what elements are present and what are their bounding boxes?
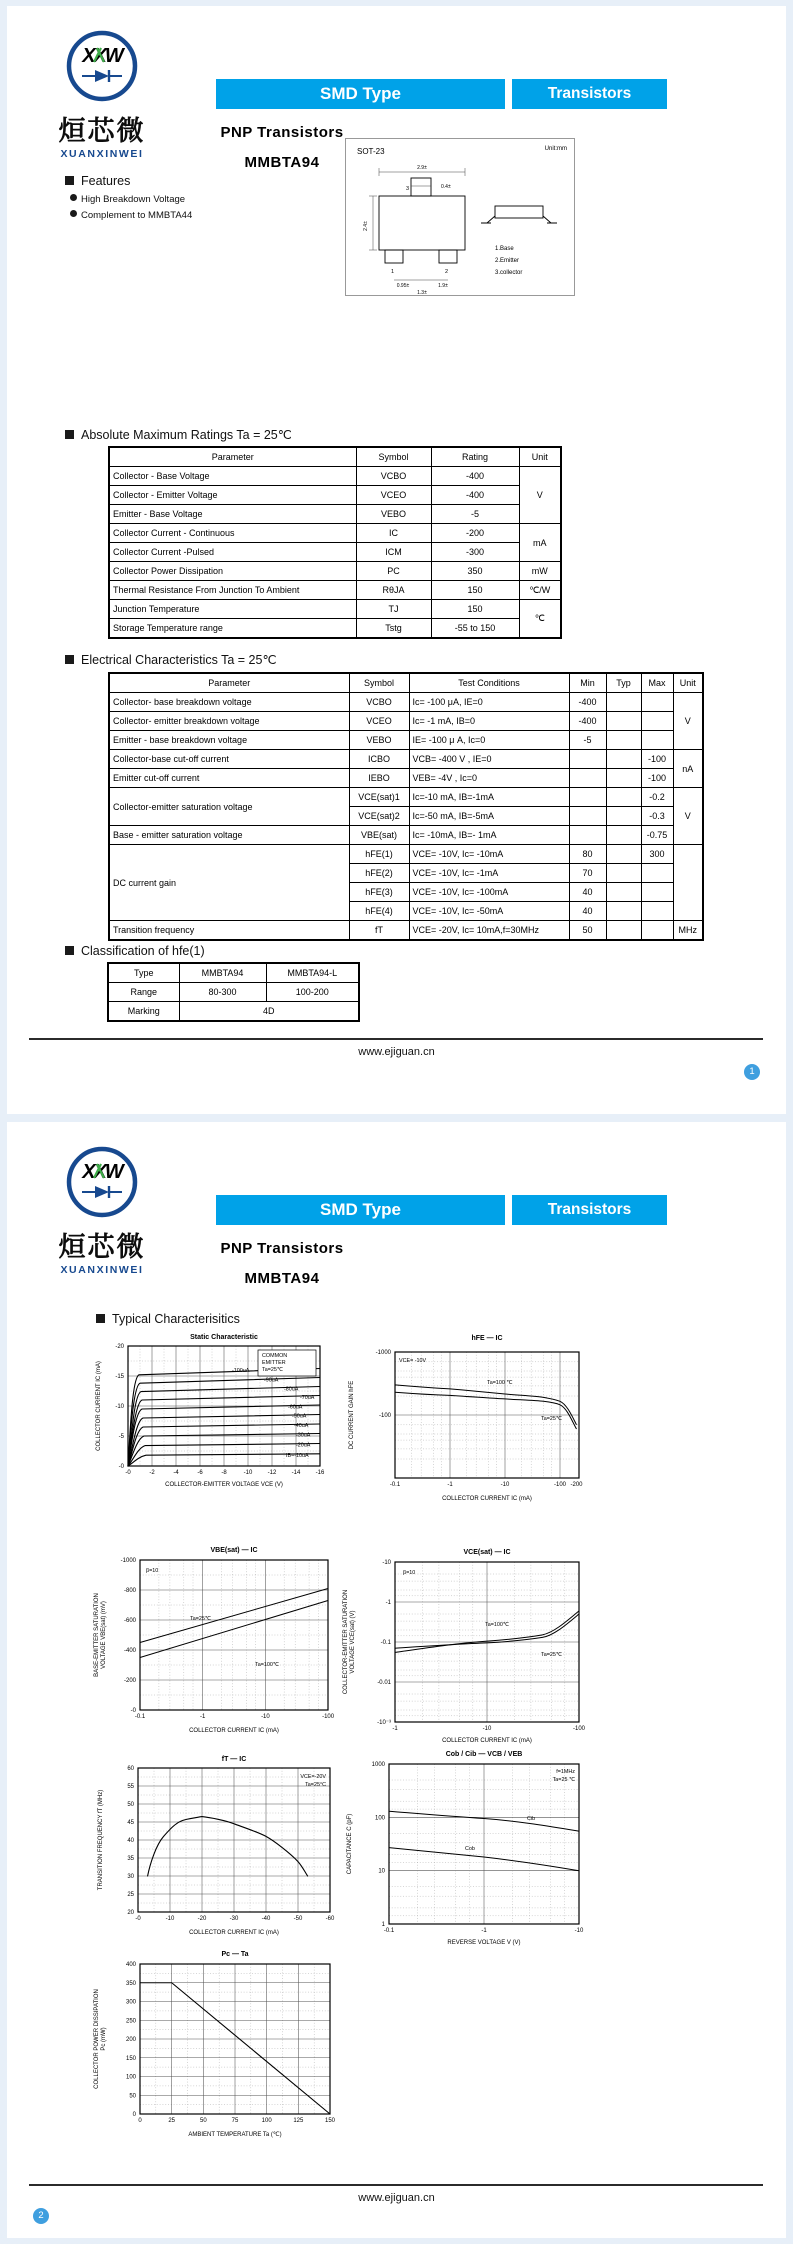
x-ticks (138, 2118, 335, 2124)
table-header-row (109, 447, 561, 467)
svg-text:250: 250 (125, 2018, 136, 2025)
chart-title: Static Characteristic (190, 1334, 258, 1341)
package-unit-note: Unit:mm (544, 146, 567, 152)
x-ticks (135, 1916, 335, 1922)
table-header-row: Parameter Symbol Test Conditions Min Typ Max Unit (109, 673, 703, 693)
page-1 (7, 6, 786, 1114)
svg-text:-0.1: -0.1 (383, 1928, 395, 1934)
y-axis-label: DC CURRENT GAIN hFE (349, 1380, 355, 1450)
beta-note: β=10 (146, 1568, 159, 1574)
page-number-badge: 1 (744, 1064, 760, 1080)
svg-text:-100: -100 (322, 1714, 335, 1720)
y-ticks (121, 1558, 137, 1714)
condition-label: Ta=25 ℃ (552, 1777, 575, 1783)
svg-text:20: 20 (127, 1910, 134, 1916)
table-row: Marking 4D (108, 1002, 359, 1022)
classification-heading (65, 944, 205, 958)
svg-text:-10: -10 (243, 1470, 253, 1476)
svg-text:-400: -400 (123, 1648, 136, 1654)
svg-text:-1: -1 (385, 1600, 391, 1606)
svg-text:150: 150 (325, 2118, 336, 2124)
brand-logo-icon (64, 1144, 140, 1220)
table-row: Emitter - Base Voltage VEBO -5 (109, 505, 561, 524)
svg-text:100: 100 (374, 1815, 385, 1822)
x-ticks (392, 1726, 585, 1732)
x-axis-label: COLLECTOR CURRENT IC (mA) (189, 1930, 279, 1936)
abs-max-heading-label: Absolute Maximum Ratings Ta = 25℃ (81, 428, 292, 442)
svg-text:-100: -100 (553, 1482, 567, 1488)
svg-text:-100: -100 (378, 1413, 391, 1419)
feature-item-1 (70, 194, 185, 205)
section-bullet-icon (65, 655, 74, 664)
svg-text:-2: -2 (149, 1470, 155, 1476)
footer-rule (29, 1038, 763, 1040)
svg-text:0: 0 (138, 2118, 142, 2124)
svg-text:-600: -600 (123, 1618, 136, 1624)
table-row: Base - emitter saturation voltage VBE(sat) Ic= -10mA, IB=- 1mA -0.75 (109, 826, 703, 845)
table-row: Collector - Base Voltage VCBO -400 V (109, 467, 561, 486)
banner-smd-type: SMD Type (216, 1195, 505, 1225)
grid-major (138, 1768, 330, 1912)
svg-text:55: 55 (127, 1784, 134, 1790)
x-axis-label: COLLECTOR CURRENT IC (mA) (189, 1728, 279, 1734)
feature-item-2-label: Complement to MMBTA44 (81, 210, 193, 221)
section-bullet-icon (96, 1314, 105, 1323)
svg-text:-1000: -1000 (120, 1558, 136, 1564)
curve-ta-100 (140, 1601, 328, 1658)
svg-text:35: 35 (127, 1856, 134, 1862)
svg-text:-0: -0 (125, 1470, 131, 1476)
svg-text:-15: -15 (115, 1374, 124, 1380)
y-axis-label: COLLECTOR POWER DISSIPATION (94, 1989, 100, 2089)
chart-static-characteristic (92, 1330, 332, 1508)
svg-text:-10: -10 (500, 1482, 510, 1488)
table-row: Collector- emitter breakdown voltage VCEO Ic= -1 mA, IB=0 -400 (109, 712, 703, 731)
curve-label: -90uA (264, 1377, 279, 1384)
x-ticks (390, 1482, 567, 1488)
banner-transistors: Transistors (512, 1195, 667, 1225)
brand-name-en: XUANXINWEI (60, 148, 144, 160)
doc-title-line2: MMBTA94 (244, 1270, 320, 1287)
svg-text:-4: -4 (173, 1470, 179, 1476)
col-rating: Rating (431, 447, 519, 467)
svg-text:-200: -200 (123, 1678, 136, 1684)
pin1-number: 1 (391, 269, 395, 275)
svg-text:-1: -1 (200, 1714, 206, 1720)
series-label: Ta=100 ℃ (487, 1380, 513, 1386)
doc-title-line2: MMBTA94 (244, 154, 320, 171)
y-ticks (126, 1962, 137, 2118)
chart-vce-sat-vs-ic (339, 1542, 595, 1754)
series-label: Ta=25℃ (541, 1416, 562, 1422)
svg-text:25: 25 (127, 1892, 134, 1898)
package-drawing (345, 138, 575, 296)
svg-text:100: 100 (125, 2074, 136, 2081)
chart-ft-vs-ic (90, 1752, 342, 1952)
grid-major (140, 1964, 330, 2114)
svg-text:-0: -0 (135, 1916, 141, 1922)
curve-label: -70uA (300, 1395, 315, 1401)
curve-label: -60uA (288, 1404, 303, 1411)
curve-label: -100uA (232, 1368, 250, 1374)
table-row: Type MMBTA94 MMBTA94-L (108, 963, 359, 983)
curve-label: -20uA (296, 1442, 311, 1449)
dim-body-width: 2.9± (417, 165, 427, 171)
beta-note: β=10 (403, 1570, 416, 1576)
pin-legend-3: 3.collector (495, 270, 523, 276)
svg-text:-60: -60 (325, 1916, 335, 1922)
svg-text:30: 30 (127, 1874, 134, 1880)
doc-title-line1: PNP Transistors (220, 124, 344, 141)
svg-text:-10: -10 (115, 1404, 124, 1410)
svg-text:-10: -10 (382, 1560, 391, 1566)
svg-text:-20: -20 (115, 1344, 124, 1350)
svg-text:1000: 1000 (371, 1762, 385, 1768)
svg-text:-100: -100 (572, 1726, 586, 1732)
table-row: hFE(2) VCE= -10V, Ic= -1mA 70 (109, 864, 703, 883)
chart-title: Pc — Ta (221, 1951, 249, 1958)
chart-title: hFE — IC (471, 1335, 503, 1342)
col-unit: Unit (519, 447, 561, 467)
svg-text:100: 100 (261, 2118, 272, 2124)
svg-text:125: 125 (293, 2118, 304, 2124)
svg-text:-5: -5 (118, 1434, 124, 1440)
x-axis-label: REVERSE VOLTAGE V (V) (447, 1940, 521, 1946)
footer-rule (29, 2184, 763, 2186)
series-label: Ta=100℃ (255, 1662, 279, 1668)
series-label: Ta=25℃ (541, 1652, 562, 1658)
table-row: hFE(3) VCE= -10V, Ic= -100mA 40 (109, 883, 703, 902)
svg-text:-16: -16 (315, 1470, 325, 1476)
svg-text:-50: -50 (293, 1916, 303, 1922)
col-parameter: Parameter (109, 447, 356, 467)
svg-text:0: 0 (132, 2112, 136, 2118)
curve-label: -40uA (294, 1423, 309, 1429)
banner-smd-type: SMD Type (216, 79, 505, 109)
svg-text:-30: -30 (229, 1916, 239, 1922)
table-row: DC current gain hFE(1) VCE= -10V, Ic= -10mA 80 300 (109, 845, 703, 864)
curve-label: -50uA (292, 1413, 307, 1420)
table-row: Emitter - base breakdown voltage VEBO IE= -100 μ A, Ic=0 -5 (109, 731, 703, 750)
svg-text:-10: -10 (482, 1726, 492, 1732)
curve-label: IB=-10uA (286, 1453, 309, 1459)
svg-text:200: 200 (125, 2037, 136, 2043)
series-label: Cib (527, 1816, 536, 1822)
svg-text:400: 400 (125, 1962, 136, 1968)
curve-ta-25 (140, 1589, 328, 1643)
y-ticks (372, 1762, 386, 1928)
svg-text:350: 350 (125, 1980, 136, 1987)
package-name: SOT-23 (357, 147, 385, 156)
table-row: VCE(sat)2 Ic=-50 mA, IB=-5mA -0.3 (109, 807, 703, 826)
page-number-badge: 2 (33, 2208, 49, 2224)
elec-heading (65, 652, 276, 667)
svg-text:-1: -1 (447, 1482, 453, 1488)
svg-text:150: 150 (125, 2055, 136, 2062)
logo-text: XXW (82, 45, 122, 67)
dim-pin-pitch: 0.95± (396, 283, 410, 289)
brand-logo-icon (64, 28, 140, 104)
y-axis-label: Pc (mW) (101, 2027, 107, 2051)
svg-text:75: 75 (231, 2118, 239, 2124)
typical-heading-label: Typical Characterisitics (112, 1312, 240, 1326)
curve-label: -80uA (284, 1386, 299, 1393)
grid-major (389, 1764, 579, 1924)
chart-hfe-vs-ic (339, 1328, 595, 1520)
dim-pin-span: 1.9± (438, 283, 448, 289)
dim-body-height: 2.4± (363, 221, 369, 231)
pin2-number: 2 (445, 269, 449, 275)
table-row: Junction Temperature TJ 150 ℃ (109, 600, 561, 619)
curve-ta-25 (395, 1392, 577, 1429)
svg-text:-10⁻³: -10⁻³ (377, 1720, 391, 1726)
table-row: hFE(4) VCE= -10V, Ic= -50mA 40 (109, 902, 703, 921)
table-row: Collector-base cut-off current ICBO VCB= -400 V , IE=0 -100 nA (109, 750, 703, 769)
x-ticks (125, 1470, 325, 1476)
brand-name-cn: 烜芯微 (58, 116, 146, 146)
condition-label: Ta=25°C (305, 1782, 326, 1788)
svg-text:50: 50 (127, 1802, 134, 1808)
col-symbol: Symbol (356, 447, 431, 467)
condition-label: f=1MHz (556, 1769, 575, 1775)
svg-text:-10: -10 (261, 1714, 270, 1720)
section-bullet-icon (65, 946, 74, 955)
chart-title: fT — IC (221, 1756, 247, 1763)
logo-text: XXW (82, 1161, 122, 1183)
y-axis-label: BASE-EMITTER SATURATION (94, 1593, 100, 1677)
svg-text:-0.1: -0.1 (380, 1640, 391, 1646)
svg-text:1: 1 (381, 1921, 385, 1928)
x-axis-label: AMBIENT TEMPERATURE Ta (℃) (188, 2132, 282, 2138)
condition-label: VCE=-20V (300, 1774, 326, 1780)
chart-title: VBE(sat) — IC (210, 1547, 258, 1554)
y-axis-label: VOLTAGE VBE(sat) (mV) (101, 1601, 107, 1669)
abs-max-heading (65, 427, 292, 442)
y-ticks (127, 1766, 134, 1916)
curve-label: -30uA (296, 1432, 311, 1439)
x-tick-end: -200 (570, 1482, 583, 1488)
section-bullet-icon (65, 176, 74, 185)
elec-table (108, 672, 704, 941)
table-row: Collector Power Dissipation PC 350 mW (109, 562, 561, 581)
svg-text:-0: -0 (130, 1708, 136, 1714)
typical-heading (96, 1312, 240, 1326)
chart-vbe-sat-vs-ic (90, 1542, 342, 1747)
chart-cob-cib (339, 1748, 595, 1954)
elec-heading-label: Electrical Characteristics Ta = 25℃ (81, 653, 277, 667)
y-ticks (115, 1344, 124, 1470)
chart-title: VCE(sat) — IC (463, 1549, 511, 1556)
pin-legend-1: 1.Base (495, 246, 514, 252)
svg-text:10: 10 (378, 1868, 385, 1875)
series-label: Cob (465, 1846, 475, 1852)
x-ticks (384, 1928, 584, 1934)
svg-text:-14: -14 (291, 1470, 301, 1476)
table-row: Collector Current -Pulsed ICM -300 (109, 543, 561, 562)
chart-title: Cob / Cib — VCB / VEB (445, 1751, 523, 1758)
table-row: Collector - Emitter Voltage VCEO -400 (109, 486, 561, 505)
svg-text:-800: -800 (123, 1588, 136, 1594)
table-row: Collector Current - Continuous IC -200 mA (109, 524, 561, 543)
brand-name-en: XUANXINWEI (60, 1264, 144, 1276)
y-axis-label: TRANSITION FREQUENCY fT (MHz) (98, 1789, 104, 1891)
condition-label: VCE= -10V (399, 1358, 427, 1364)
grid-minor (140, 1560, 328, 1710)
chart-pc-vs-ta (90, 1948, 342, 2154)
classification-table (107, 962, 360, 1022)
table-row: Transition frequency fT VCE= -20V, Ic= 10mA,f=30MHz 50 MHz (109, 921, 703, 941)
dim-pad: 1.3± (417, 290, 427, 296)
section-bullet-icon (65, 430, 74, 439)
bullet-icon (70, 210, 77, 217)
x-ticks (135, 1714, 335, 1720)
svg-text:-12: -12 (267, 1470, 277, 1476)
table-row: Range 80-300 100-200 (108, 983, 359, 1002)
svg-text:300: 300 (125, 1999, 136, 2006)
svg-text:-20: -20 (197, 1916, 207, 1922)
abs-max-table (108, 446, 562, 639)
y-ticks (377, 1560, 392, 1726)
series-label: Ta=25℃ (190, 1616, 211, 1622)
classification-heading-label: Classification of hfe(1) (81, 944, 205, 958)
svg-text:-10: -10 (574, 1928, 584, 1934)
doc-title-line1: PNP Transistors (220, 1240, 344, 1257)
svg-text:-0.1: -0.1 (134, 1714, 146, 1720)
series-label: Ta=100℃ (485, 1622, 509, 1628)
table-row: Collector-emitter saturation voltage VCE(sat)1 Ic=-10 mA, IB=-1mA -0.2 V (109, 788, 703, 807)
brand-name-cn: 烜芯微 (58, 1232, 146, 1262)
note-line: Ta=25℃ (262, 1367, 283, 1373)
y-ticks (376, 1350, 392, 1419)
svg-text:-40: -40 (261, 1916, 271, 1922)
pin-legend-2: 2.Emitter (495, 258, 520, 264)
table-row: Thermal Resistance From Junction To Ambient RθJA 150 ℃/W (109, 581, 561, 600)
dim-tab-width: 0.4± (441, 184, 451, 190)
svg-text:-0.1: -0.1 (389, 1482, 401, 1488)
svg-text:-8: -8 (221, 1470, 227, 1476)
svg-text:-1000: -1000 (375, 1350, 391, 1356)
y-axis-label: VOLTAGE VCE(sat) (V) (350, 1610, 356, 1674)
features-heading (65, 174, 130, 188)
svg-text:45: 45 (127, 1820, 134, 1826)
grid-major (395, 1562, 579, 1722)
features-heading-label: Features (81, 174, 131, 188)
svg-text:-1: -1 (481, 1928, 487, 1934)
svg-text:60: 60 (127, 1766, 134, 1772)
page-2 (7, 1122, 786, 2238)
feature-item-1-label: High Breakdown Voltage (81, 194, 186, 205)
table-row: Collector- base breakdown voltage VCBO Ic= -100 μA, IE=0 -400 V (109, 693, 703, 712)
x-axis-label: COLLECTOR CURRENT IC (mA) (442, 1496, 532, 1502)
feature-item-2 (70, 210, 192, 221)
table-row: Emitter cut-off current IEBO VEB= -4V , Ic=0 -100 (109, 769, 703, 788)
svg-text:25: 25 (168, 2118, 176, 2124)
x-axis-label: COLLECTOR-EMITTER VOLTAGE VCE (V) (165, 1482, 283, 1488)
svg-text:50: 50 (199, 2118, 207, 2124)
pin3-number: 3 (406, 186, 410, 192)
y-axis-label: COLLECTOR CURRENT IC (mA) (96, 1361, 102, 1451)
footer-url[interactable]: www.ejiguan.cn (358, 1046, 435, 1058)
svg-text:50: 50 (129, 2093, 136, 2100)
banner-transistors: Transistors (512, 79, 667, 109)
svg-text:-10: -10 (165, 1916, 175, 1922)
bullet-icon (70, 194, 77, 201)
note-line: EMITTER (262, 1360, 286, 1366)
x-axis-label: COLLECTOR CURRENT IC (mA) (442, 1738, 532, 1744)
svg-text:-0: -0 (118, 1464, 124, 1470)
y-axis-label: CAPACITANCE C (pF) (347, 1813, 353, 1875)
svg-text:-6: -6 (197, 1470, 203, 1476)
y-axis-label: COLLECTOR-EMITTER SATURATION (343, 1589, 349, 1695)
svg-text:40: 40 (127, 1838, 134, 1844)
svg-text:-0.01: -0.01 (377, 1680, 391, 1686)
footer-url[interactable]: www.ejiguan.cn (358, 2192, 435, 2204)
note-line: COMMON (262, 1353, 288, 1359)
svg-text:-1: -1 (392, 1726, 398, 1732)
table-row: Storage Temperature range Tstg -55 to 150 (109, 619, 561, 639)
